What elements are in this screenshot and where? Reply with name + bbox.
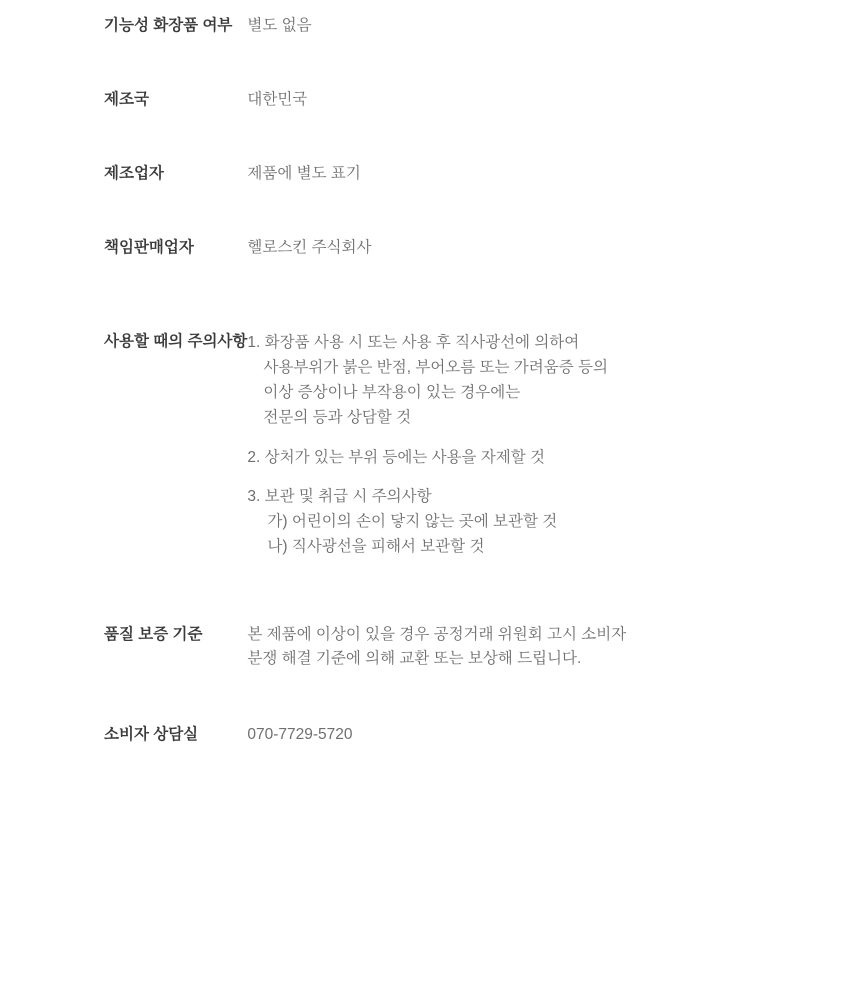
- caution-list: [247, 330, 740, 559]
- row-spacer-cell: [0, 186, 247, 236]
- row-value: 헬로스킨 주식회사: [247, 239, 372, 257]
- table-row-cautions: [0, 330, 860, 559]
- caution-text: 보관 및 취급 시 주의사항: [264, 487, 432, 505]
- caution-line: 이상 증상이나 부작용이 있는 경우에는: [263, 384, 521, 402]
- row-label: 품질 보증 기준: [104, 625, 203, 643]
- row-spacer-cell: [0, 112, 247, 162]
- caution-sub-list: [247, 509, 740, 559]
- row-spacer-cell: [0, 559, 247, 623]
- row-label: 제조업자: [104, 165, 164, 183]
- table-row-warranty: [0, 623, 860, 671]
- list-item: [247, 330, 740, 430]
- row-spacer: [0, 671, 860, 723]
- row-spacer-cell: [247, 559, 860, 623]
- row-value: [247, 623, 860, 671]
- row-value: [247, 330, 860, 559]
- table-row: [0, 236, 860, 260]
- row-spacer: [0, 112, 860, 162]
- list-item: 가) 어린이의 손이 닿지 않는 곳에 보관할 것: [267, 512, 558, 530]
- row-spacer: [0, 38, 860, 88]
- row-spacer-cell: [247, 671, 860, 723]
- caution-line: 전문의 등과 상담할 것: [263, 409, 412, 427]
- row-value: 별도 없음: [247, 17, 312, 34]
- table-row: [0, 88, 860, 112]
- row-value: 대한민국: [247, 91, 308, 109]
- warranty-line: 본 제품에 이상이 있을 경우 공정거래 위원회 고시 소비자: [247, 625, 627, 643]
- caution-number: 3.: [247, 487, 261, 505]
- row-label: 사용할 때의 주의사항: [104, 333, 248, 351]
- row-spacer-cell: [247, 38, 860, 88]
- caution-line: 사용부위가 붉은 반점, 부어오름 또는 가려움증 등의: [263, 359, 608, 377]
- product-spec-table: [0, 14, 860, 747]
- caution-line: [247, 445, 740, 470]
- row-spacer: [0, 559, 860, 623]
- caution-number: 2.: [247, 448, 261, 466]
- list-item: 나) 직사광선을 피해서 보관할 것: [267, 537, 485, 555]
- list-item: [247, 484, 740, 559]
- row-spacer-cell: [0, 260, 247, 330]
- row-spacer-cell: [0, 38, 247, 88]
- caution-line: [247, 330, 740, 355]
- row-label: 소비자 상담실: [104, 725, 199, 743]
- caution-text: 상처가 있는 부위 등에는 사용을 자제할 것: [264, 448, 546, 466]
- caution-line: [247, 484, 740, 509]
- row-label: 책임판매업자: [104, 239, 194, 257]
- row-value: 제품에 별도 표기: [247, 165, 361, 183]
- caution-text: 화장품 사용 시 또는 사용 후 직사광선에 의하여: [264, 334, 580, 352]
- support-phone: 070-7729-5720: [247, 725, 353, 743]
- row-spacer-cell: [247, 112, 860, 162]
- list-item: [247, 445, 740, 470]
- row-spacer: [0, 260, 860, 330]
- row-spacer-cell: [0, 671, 247, 723]
- table-row: [0, 162, 860, 186]
- row-spacer-cell: [247, 186, 860, 236]
- caution-number: 1.: [247, 334, 261, 352]
- row-label: 기능성 화장품 여부: [104, 17, 233, 34]
- row-spacer-cell: [247, 260, 860, 330]
- table-row: [0, 14, 860, 38]
- table-row-support: [0, 723, 860, 747]
- row-label: 제조국: [104, 91, 149, 109]
- warranty-line: 분쟁 해결 기준에 의해 교환 또는 보상해 드립니다.: [247, 649, 582, 667]
- row-spacer: [0, 186, 860, 236]
